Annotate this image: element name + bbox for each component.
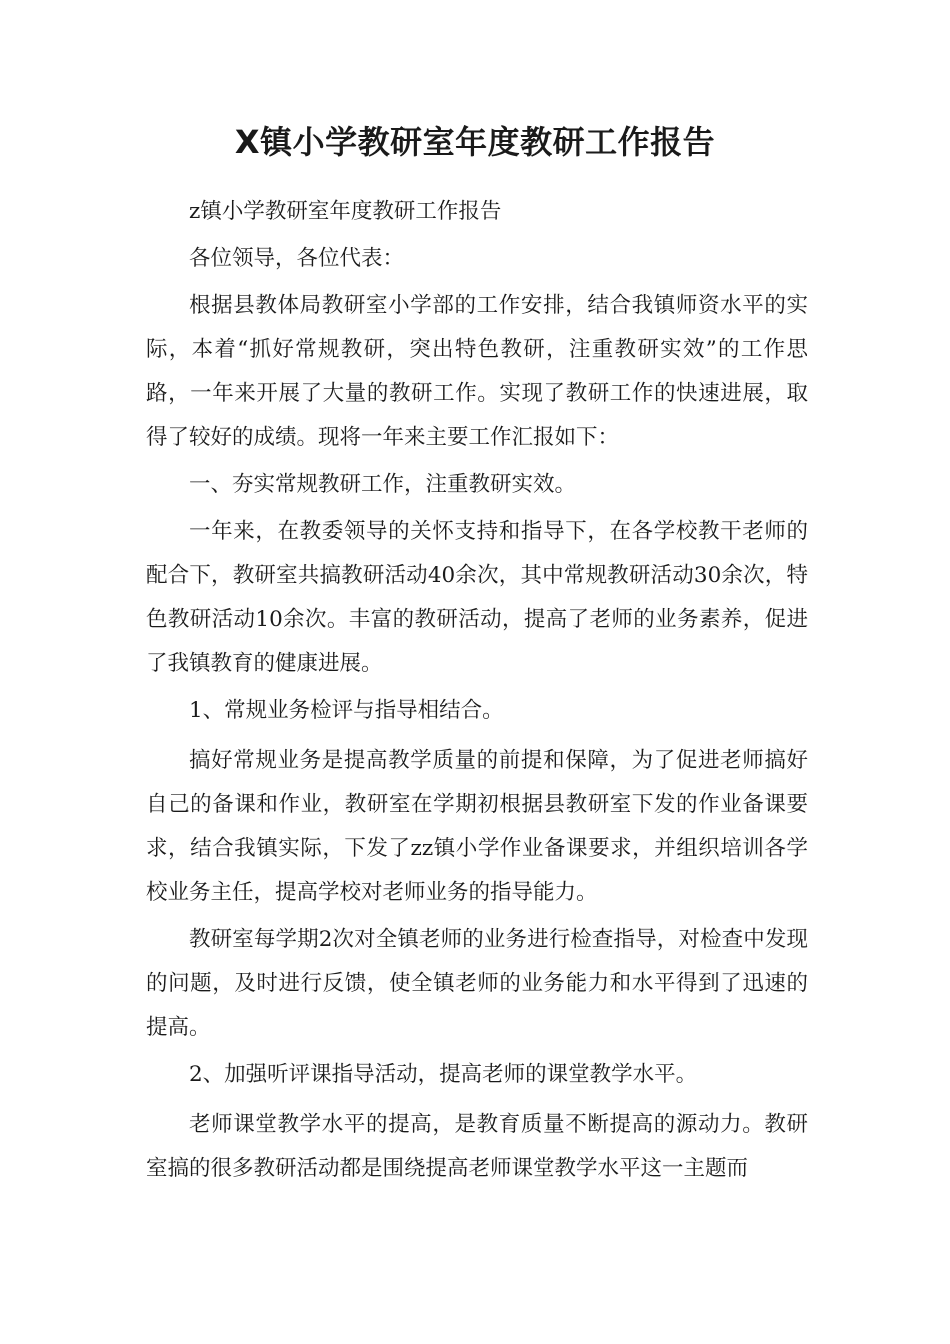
subtitle-paragraph: z镇小学教研室年度教研工作报告	[189, 199, 502, 224]
document-body	[146, 190, 808, 1194]
body-paragraph: 搞好常规业务是提高教学质量的前提和保障，为了促进老师搞好自己的备课和作业，教研室在学期初根据县教研室下发的作业备课要求，结合我镇实际，下发了zz镇小学作业备课要求，并组织培训各学校业务主任，提高学校对老师业务的指导能力。	[146, 748, 808, 905]
subsection-heading-1: 1、常规业务检评与指导相结合。	[189, 698, 504, 723]
subsection-heading-2: 2、加强听评课指导活动，提高老师的课堂教学水平。	[189, 1062, 698, 1087]
section-heading-1: 一、夯实常规教研工作，注重教研实效。	[189, 472, 577, 497]
document-title: X镇小学教研室年度教研工作报告	[234, 123, 716, 161]
salutation-paragraph: 各位领导，各位代表：	[189, 246, 405, 271]
body-paragraph: 一年来，在教委领导的关怀支持和指导下，在各学校教干老师的配合下，教研室共搞教研活动40余次，其中常规教研活动30余次，特色教研活动10余次。丰富的教研活动，提高了老师的业务素养，促进了我镇教育的健康进展。	[146, 519, 808, 676]
body-paragraph: 教研室每学期2次对全镇老师的业务进行检查指导，对检查中发现的问题，及时进行反馈，使全镇老师的业务能力和水平得到了迅速的提高。	[146, 927, 808, 1040]
body-paragraph: 老师课堂教学水平的提高，是教育质量不断提高的源动力。教研室搞的很多教研活动都是围绕提高老师课堂教学水平这一主题而	[146, 1112, 808, 1181]
intro-paragraph: 根据县教体局教研室小学部的工作安排，结合我镇师资水平的实际，本着“抓好常规教研，突出特色教研，注重教研实效”的工作思路，一年来开展了大量的教研工作。实现了教研工作的快速进展，取得了较好的成绩。现将一年来主要工作汇报如下：	[146, 293, 808, 450]
